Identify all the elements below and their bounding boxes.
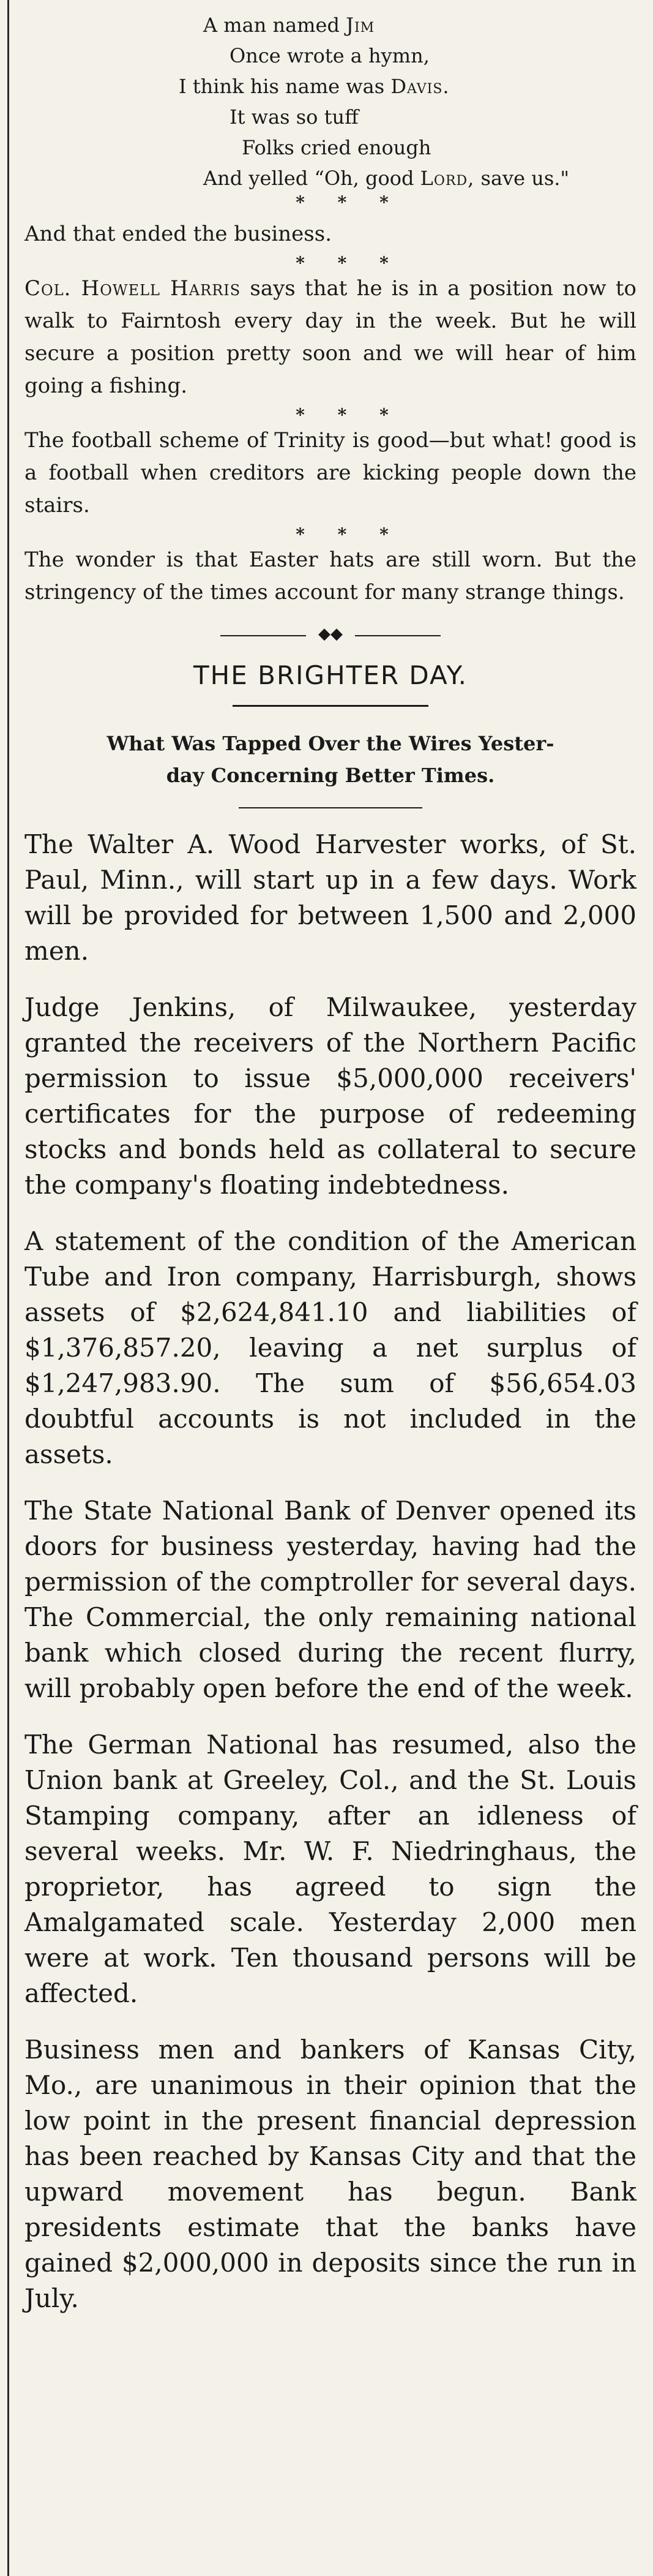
subhead-line: What Was Tapped Over the Wires Yester- bbox=[106, 732, 554, 755]
separator-stars: * * * bbox=[296, 253, 402, 273]
squib: The wonder is that Easter hats are still worn. But the stringency of the times account for many strange things. bbox=[24, 548, 636, 604]
poem-line: I think his name was Davis. bbox=[179, 75, 450, 98]
news-item: The German National has resumed, also the Union bank at Greeley, Col., and the St. Louis Stamping company, after an idleness of several weeks. Mr. W. F. Niedringhaus, the proprietor, has agreed to sign the Amalgamated scale. Yesterday 2,000 men were at work. Ten thousand persons will be affected. bbox=[24, 1730, 636, 2008]
poem-line: It was so tuff bbox=[229, 105, 359, 129]
separator-stars: * * * bbox=[296, 524, 402, 544]
headline-rule bbox=[233, 705, 428, 707]
divider-line bbox=[355, 635, 441, 636]
separator-stars: * * * bbox=[296, 405, 402, 425]
squib: The football scheme of Trinity is good—but what! good is a football when creditors are kicking people down the stairs. bbox=[24, 428, 636, 518]
subhead-rule bbox=[239, 807, 422, 808]
poem-line: A man named Jim bbox=[203, 13, 375, 37]
section-divider bbox=[24, 625, 636, 643]
news-item: A statement of the condition of the American Tube and Iron company, Harrisburgh, shows assets of $2,624,841.10 and liabilities of $1,376,857.20, leaving a net surplus of $1,247,983.90. The sum of $56,654.03 doubtful accounts is not included in the assets. bbox=[24, 1226, 636, 1469]
poem-line: Folks cried enough bbox=[242, 136, 431, 159]
article-headline: THE BRIGHTER DAY. bbox=[193, 660, 468, 690]
subhead-line: day Concerning Better Times. bbox=[166, 764, 495, 787]
squib: And that ended the business. bbox=[24, 222, 332, 246]
poem-line: And yelled “Oh, good Lord, save us." bbox=[203, 167, 570, 190]
poem bbox=[24, 10, 636, 194]
separator-stars: * * * bbox=[296, 192, 402, 213]
divider-ornament-icon: ◆◆ bbox=[318, 625, 343, 643]
news-item: The State National Bank of Denver opened its doors for business yesterday, having had the permission of the comptroller for several days. The Commercial, the only remaining national bank which closed during the recent flurry, will probably open before the end of the week. bbox=[24, 1496, 636, 1703]
column-content bbox=[24, 6, 636, 2337]
squib: Col. Howell Harris says that he is in a position now to walk to Fairntosh every day in the week. But he will secure a position pretty soon and we will hear of him going a fishing. bbox=[24, 276, 636, 398]
news-item: Business men and bankers of Kansas City, Mo., are unanimous in their opinion that the low point in the present financial depression has been reached by Kansas City and that the upward movement has begun. Bank presidents estimate that the banks have gained $2,000,000 in deposits since the run in July. bbox=[24, 2035, 636, 2313]
article-subhead bbox=[24, 728, 636, 791]
column-rule bbox=[7, 0, 9, 2576]
news-item: Judge Jenkins, of Milwaukee, yesterday granted the receivers of the Northern Pacific permission to issue $5,000,000 receivers' certificates for the purpose of redeeming stocks and bonds held as collateral to secure the company's floating indebtedness. bbox=[24, 992, 636, 1200]
divider-line bbox=[220, 635, 306, 636]
poem-line: Once wrote a hymn, bbox=[229, 44, 430, 67]
news-item: The Walter A. Wood Harvester works, of St. Paul, Minn., will start up in a few days. Work will be provided for between 1,500 and 2,000 men. bbox=[24, 829, 636, 966]
